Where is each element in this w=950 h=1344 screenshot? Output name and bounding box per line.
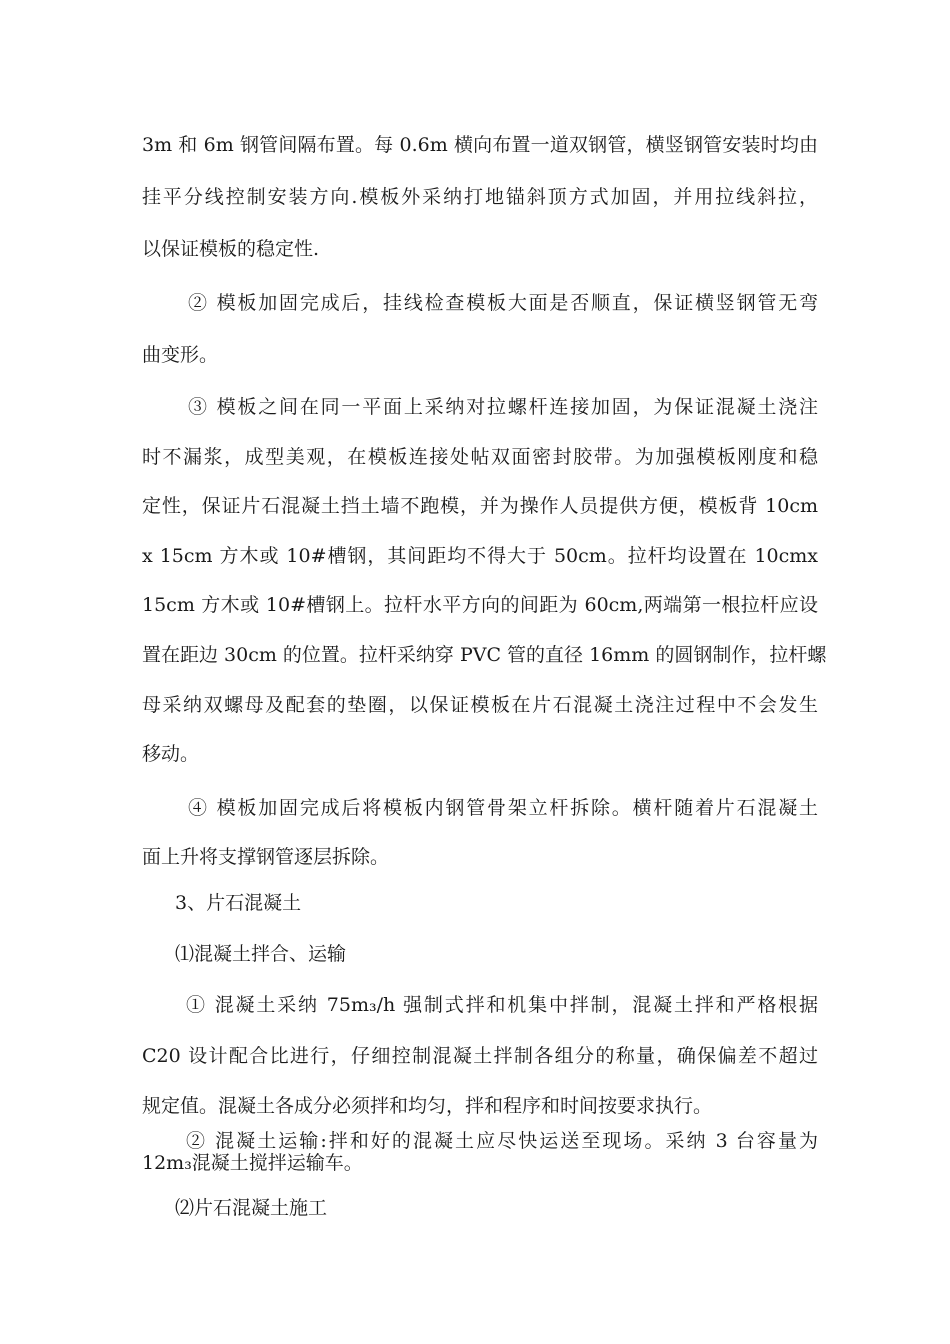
text-line: 定性，保证片石混凝土挡土墙不跑模，并为操作人员提供方便，模板背 10cm [142,495,818,517]
text-line: 面上升将支撑钢管逐层拆除。 [142,846,390,868]
text-line: 时不漏浆，成型美观，在模板连接处帖双面密封胶带。为加强模板刚度和稳 [142,446,818,468]
text-line: ③ 模板之间在同一平面上采纳对拉螺杆连接加固，为保证混凝土浇注 [188,396,818,418]
text-line: 移动。 [142,743,200,765]
text-line: 3m 和 6m 钢管间隔布置。每 0.6m 横向布置一道双钢管，横竖钢管安装时均由 [142,134,818,156]
text-line: 曲变形。 [142,344,219,366]
text-line: ② 混凝土运输:拌和好的混凝土应尽快运送至现场。采纳 3 台容量为 [186,1130,818,1152]
subsection-heading: ⑵片石混凝土施工 [175,1197,328,1219]
text-line: ① 混凝土采纳 75m₃/h 强制式拌和机集中拌制，混凝土拌和严格根据 [186,994,818,1016]
text-line: C20 设计配合比进行，仔细控制混凝土拌制各组分的称量，确保偏差不超过 [142,1045,818,1067]
subsection-heading: ⑴混凝土拌合、运输 [175,943,347,965]
text-line: 15cm 方木或 10#槽钢上。拉杆水平方向的间距为 60cm,两端第一根拉杆应设 [142,594,818,616]
text-line: x 15cm 方木或 10#槽钢，其间距均不得大于 50cm。拉杆均设置在 10cmx [142,545,818,567]
text-line: ② 模板加固完成后，挂线检查模板大面是否顺直，保证横竖钢管无弯 [188,292,818,314]
text-line: 挂平分线控制安装方向.模板外采纳打地锚斜顶方式加固，并用拉线斜拉， [142,186,818,208]
section-heading: 3、片石混凝土 [175,892,302,914]
text-line: 置在距边 30cm 的位置。拉杆采纳穿 PVC 管的直径 16mm 的圆钢制作，拉杆螺 [142,644,827,666]
text-line: 规定值。混凝土各成分必须拌和均匀，拌和程序和时间按要求执行。 [142,1095,713,1117]
text-line: 以保证模板的稳定性. [142,238,320,260]
text-line: 母采纳双螺母及配套的垫圈，以保证模板在片石混凝土浇注过程中不会发生 [142,694,818,716]
text-line: ④ 模板加固完成后将模板内钢管骨架立杆拆除。横杆随着片石混凝土 [188,797,818,819]
text-line: 12m₃混凝土搅拌运输车。 [142,1152,363,1174]
